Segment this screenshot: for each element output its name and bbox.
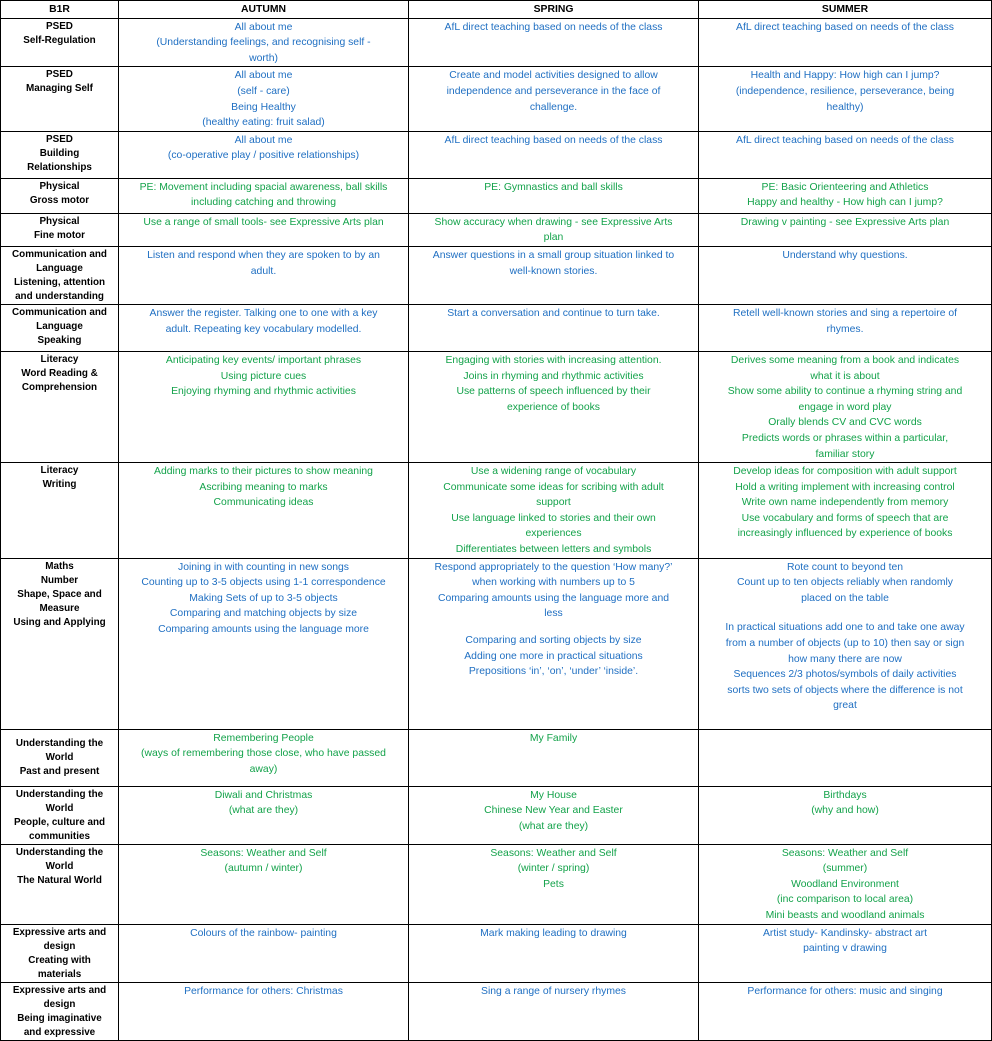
cell-text-line: Using picture cues [220,370,307,382]
learning-area-cell [1,131,119,178]
cell-text-line: Comparing and sorting objects by size [465,635,642,647]
learning-area-label: World [45,752,74,764]
cell-text-line: Performance for others: music and singing [747,985,943,997]
cell-summer [699,786,992,844]
cell-text-line: well-known stories. [509,265,598,277]
cell-summer [699,351,992,462]
learning-area-label: Number [40,574,79,586]
cell-text-line: Artist study- Kandinsky- abstract art [763,927,927,939]
cell-text-line: Use language linked to stories and their own [451,512,656,524]
cell-autumn [119,558,409,729]
cell-summer [699,558,992,729]
cell-text-line: Use patterns of speech influenced by their [456,386,651,398]
learning-area-label: Physical [39,180,80,192]
cell-summer [699,131,992,178]
cell-text-line: (summer) [822,863,868,875]
table-row [1,729,992,786]
cell-text-line: Mini beasts and woodland animals [765,910,925,922]
cell-text-line: Start a conversation and continue to turn take. [447,307,660,319]
cell-text-line: All about me [234,21,293,33]
cell-text-line: Seasons: Weather and Self [200,847,327,859]
cell-text-line: AfL direct teaching based on needs of the class [736,134,954,146]
cell-text-line: Count up to ten objects reliably when randomly [736,577,954,589]
learning-area-label: Language [36,262,83,274]
cell-text-line: painting v drawing [803,943,887,955]
cell-text-line: (co-operative play / positive relationships) [167,150,360,162]
cell-text-line: away) [249,763,278,775]
cell-summer [699,729,992,786]
cell-text-line: Joins in rhyming and rhythmic activities [463,370,644,382]
cell-text-line: less [544,608,563,620]
learning-area-cell [1,304,119,351]
table-row [1,351,992,462]
table-row [1,982,992,1040]
cell-text-line: how many there are now [788,653,902,665]
table-row [1,304,992,351]
cell-text-line: (self - care) [237,85,290,97]
cell-spring [409,246,699,304]
cell-autumn [119,924,409,982]
learning-area-cell [1,729,119,786]
cell-text-line: Diwali and Christmas [214,789,313,801]
cell-autumn [119,351,409,462]
learning-area-label: Building [39,147,80,159]
cell-autumn [119,67,409,131]
cell-text-line: Sing a range of nursery rhymes [481,985,626,997]
cell-text-line: Predicts words or phrases within a particular, [741,432,949,444]
learning-area-label: design [43,998,76,1010]
cell-summer [699,246,992,304]
cell-text-line: when working with numbers up to 5 [472,577,635,589]
cell-autumn [119,982,409,1040]
cell-text-line: Prepositions ‘in’, ‘on’, ‘under’ ‘inside’. [468,666,639,678]
learning-area-label: Managing Self [26,83,93,95]
cell-text-line: Making Sets of up to 3-5 objects [189,592,338,604]
learning-area-label: and understanding [15,290,104,302]
cell-spring [409,304,699,351]
cell-text-line: Adding marks to their pictures to show meaning [154,466,373,478]
learning-area-cell [1,844,119,924]
cell-summer [699,982,992,1040]
learning-area-label: PSED [46,20,73,32]
learning-area-cell [1,67,119,131]
learning-area-label: Language [36,320,83,332]
header-autumn: AUTUMN [119,1,409,19]
learning-area-label: World [45,802,74,814]
cell-text-line: Use a widening range of vocabulary [470,466,637,478]
learning-area-label: Speaking [37,334,82,346]
cell-spring [409,558,699,729]
cell-text-line: All about me [234,134,293,146]
cell-summer [699,18,992,67]
header-b1r: B1R [1,1,119,19]
learning-area-label: Expressive arts and [12,984,107,996]
table-row [1,786,992,844]
cell-text-line: Show some ability to continue a rhyming string and [727,386,963,398]
learning-area-label: PSED [46,133,73,145]
cell-text-line: All about me [234,70,293,82]
cell-text-line: (what are they) [228,805,299,817]
cell-text-line: PE: Basic Orienteering and Athletics [761,181,929,193]
cell-text-line: (why and how) [811,805,879,817]
cell-text-line: Sequences 2/3 photos/symbols of daily activities [733,669,957,681]
cell-text-line: plan [543,232,564,244]
cell-text-line: adult. Repeating key vocabulary modelled. [165,323,362,335]
cell-text-line: Communicate some ideas for scribing with adult [443,481,664,493]
cell-text-line: Differentiates between letters and symbols [455,544,652,556]
cell-text-line: healthy) [826,101,864,113]
learning-area-label: materials [37,968,82,980]
cell-text-line: Mark making leading to drawing [480,927,627,939]
cell-text-line: Listen and respond when they are spoken to by an [147,249,380,261]
learning-area-cell [1,924,119,982]
cell-spring [409,131,699,178]
cell-autumn [119,463,409,559]
cell-text-line: Orally blends CV and CVC words [768,417,922,429]
cell-spring [409,982,699,1040]
cell-text-line: experience of books [507,401,600,413]
learning-area-label: Gross motor [29,194,90,206]
learning-area-label: Physical [39,215,80,227]
cell-text-line: Retell well-known stories and sing a repertoire of [732,307,958,319]
learning-area-cell [1,982,119,1040]
cell-text-line: AfL direct teaching based on needs of the class [736,21,954,33]
cell-text-line: (healthy eating: fruit salad) [202,117,325,129]
cell-spring [409,67,699,131]
cell-text-line: (autumn / winter) [224,863,303,875]
cell-text-line: PE: Movement including spacial awareness, ball skills [139,181,388,193]
cell-spring [409,178,699,213]
learning-area-label: World [45,860,74,872]
learning-area-label: Self-Regulation [23,34,96,46]
cell-text-line: Comparing and matching objects by size [169,608,358,620]
cell-autumn [119,131,409,178]
table-row [1,463,992,559]
table-row [1,558,992,729]
learning-area-cell [1,18,119,67]
cell-text-line: Health and Happy: How high can I jump? [750,70,940,82]
cell-text-line: Pets [543,878,564,890]
cell-text-line: experiences [525,528,582,540]
learning-area-label: design [43,940,76,952]
cell-text-line: Remembering People [213,732,314,744]
learning-area-label: Expressive arts and [12,926,107,938]
cell-text-line: Adding one more in practical situations [464,650,643,662]
cell-text-line: Create and model activities designed to allow [449,70,658,82]
cell-text-line: challenge. [529,101,578,113]
cell-text-line: independence and perseverance in the face of [446,85,661,97]
learning-area-label: Listening, attention [13,276,106,288]
learning-area-label: Word Reading & [21,367,98,379]
learning-area-cell [1,351,119,462]
cell-text-line: Drawing v painting - see Expressive Arts plan [740,216,950,228]
cell-spring [409,463,699,559]
cell-text-line: rhymes. [826,323,864,335]
cell-summer [699,924,992,982]
cell-text-line: from a number of objects (up to 10) then say or sign [725,638,965,650]
cell-text-line: (inc comparison to local area) [776,894,914,906]
learning-area-label: PSED [46,69,73,81]
cell-text-line: Use a range of small tools- see Expressive Arts plan [143,216,384,228]
learning-area-label: Literacy [40,353,79,365]
table-row [1,67,992,131]
cell-text-line: PE: Gymnastics and ball skills [484,181,623,193]
cell-text-line: Performance for others: Christmas [184,985,343,997]
cell-summer [699,463,992,559]
cell-text-line: (Understanding feelings, and recognising self - [156,37,371,49]
cell-summer [699,213,992,246]
learning-area-label: Being imaginative [17,1012,102,1024]
cell-text-line: My House [530,789,577,801]
cell-text-line: Seasons: Weather and Self [490,847,617,859]
cell-text-line: Chinese New Year and Easter [484,805,623,817]
learning-area-cell [1,558,119,729]
table-row [1,924,992,982]
cell-autumn [119,844,409,924]
cell-text-line: Being Healthy [231,101,296,113]
table-row [1,178,992,213]
cell-spring [409,729,699,786]
cell-text-line: AfL direct teaching based on needs of the class [444,134,663,146]
learning-area-cell [1,178,119,213]
cell-text-line: support [536,497,571,509]
learning-area-label: and expressive [23,1026,96,1038]
learning-area-label: Literacy [40,465,79,477]
header-row [1,1,992,19]
cell-autumn [119,304,409,351]
cell-autumn [119,786,409,844]
cell-text-line: Derives some meaning from a book and indicates [730,354,960,366]
table-body [1,18,992,1040]
cell-text-line: Happy and healthy - How high can I jump? [747,197,943,209]
learning-area-label: Fine motor [33,229,86,241]
cell-text-line: what it is about [810,370,880,382]
cell-text-line: Comparing amounts using the language more and [437,592,670,604]
learning-area-cell [1,463,119,559]
cell-text-line: Understand why questions. [782,249,908,261]
cell-text-line: Anticipating key events/ important phrases [165,354,362,366]
learning-area-label: Understanding the [15,788,104,800]
cell-spring [409,213,699,246]
cell-text-line: Hold a writing implement with increasing control [735,481,955,493]
table-row [1,844,992,924]
learning-area-cell [1,213,119,246]
table-row [1,246,992,304]
cell-text-line: (ways of remembering those close, who have passed [141,748,386,760]
cell-text-line: (winter / spring) [517,863,590,875]
learning-area-label: People, culture and [13,816,106,828]
cell-text-line: Engaging with stories with increasing attention. [445,354,662,366]
cell-text-line: Communicating ideas [213,497,314,509]
table-row [1,213,992,246]
cell-text-line: Counting up to 3-5 objects using 1-1 correspondence [141,577,386,589]
cell-text-line: placed on the table [801,592,889,604]
cell-summer [699,67,992,131]
table-row [1,131,992,178]
cell-text-line: Rote count to beyond ten [786,561,904,573]
cell-text-line: My Family [529,732,578,744]
learning-area-label: Writing [42,479,77,491]
cell-text-line: Woodland Environment [791,878,899,890]
learning-area-label: Understanding the [15,738,104,750]
cell-spring [409,844,699,924]
cell-autumn [119,729,409,786]
learning-area-label: The Natural World [17,874,102,886]
cell-autumn [119,18,409,67]
cell-text-line: Seasons: Weather and Self [781,847,909,859]
learning-area-cell [1,786,119,844]
cell-text-line: familiar story [815,448,875,460]
header-spring: SPRING [409,1,699,19]
learning-area-label: Communication and [12,248,107,260]
cell-text-line: AfL direct teaching based on needs of the class [444,21,663,33]
cell-spring [409,18,699,67]
cell-text-line: Use vocabulary and forms of speech that are [741,512,949,524]
cell-text-line: Develop ideas for composition with adult support [733,466,957,478]
cell-text-line: adult. [250,265,277,277]
learning-area-label: Relationships [27,161,92,173]
cell-text-line: Enjoying rhyming and rhythmic activities [171,386,356,398]
cell-text-line: Colours of the rainbow- painting [190,927,337,939]
learning-area-label: communities [29,830,90,842]
cell-text-line: (independence, resilience, perseverance, being [735,85,955,97]
cell-text-line: Answer questions in a small group situation linked to [432,249,675,261]
cell-text-line: Comparing amounts using the language more [158,624,369,636]
learning-area-cell [1,246,119,304]
cell-text-line: In practical situations add one to and take one away [725,622,965,634]
learning-area-label: Maths [45,560,74,572]
cell-text-line: great [833,700,857,712]
learning-area-label: Past and present [19,766,100,778]
cell-text-line: including catching and throwing [191,197,336,209]
cell-text-line: (what are they) [518,820,589,832]
cell-text-line: Respond appropriately to the question ‘How many?’ [434,561,673,573]
cell-text-line: sorts two sets of objects where the difference is not [727,684,963,696]
cell-text-line: worth) [249,52,278,64]
cell-spring [409,786,699,844]
learning-area-label: Communication and [12,306,107,318]
learning-area-label: Shape, Space and [17,588,102,600]
learning-area-label: Understanding the [15,846,104,858]
cell-text-line: Joining in with counting in new songs [178,561,349,573]
learning-area-label: Measure [39,602,80,614]
learning-area-label: Using and Applying [13,616,106,628]
cell-text-line: engage in word play [798,401,892,413]
cell-text-line: Ascribing meaning to marks [199,481,328,493]
cell-text-line: Show accuracy when drawing - see Expressive Arts [434,216,673,228]
learning-area-label: Comprehension [21,381,98,393]
cell-summer [699,304,992,351]
table-row [1,18,992,67]
cell-text-line: Write own name independently from memory [741,497,949,509]
cell-summer [699,844,992,924]
cell-spring [409,924,699,982]
cell-text-line: increasingly influenced by experience of books [737,528,953,540]
cell-summer [699,178,992,213]
header-summer: SUMMER [699,1,992,19]
cell-autumn [119,213,409,246]
cell-text-line: Answer the register. Talking one to one with a key [149,307,378,319]
learning-area-label: Creating with [28,954,91,966]
cell-spring [409,351,699,462]
cell-text-line: Birthdays [823,789,867,801]
cell-autumn [119,246,409,304]
cell-autumn [119,178,409,213]
